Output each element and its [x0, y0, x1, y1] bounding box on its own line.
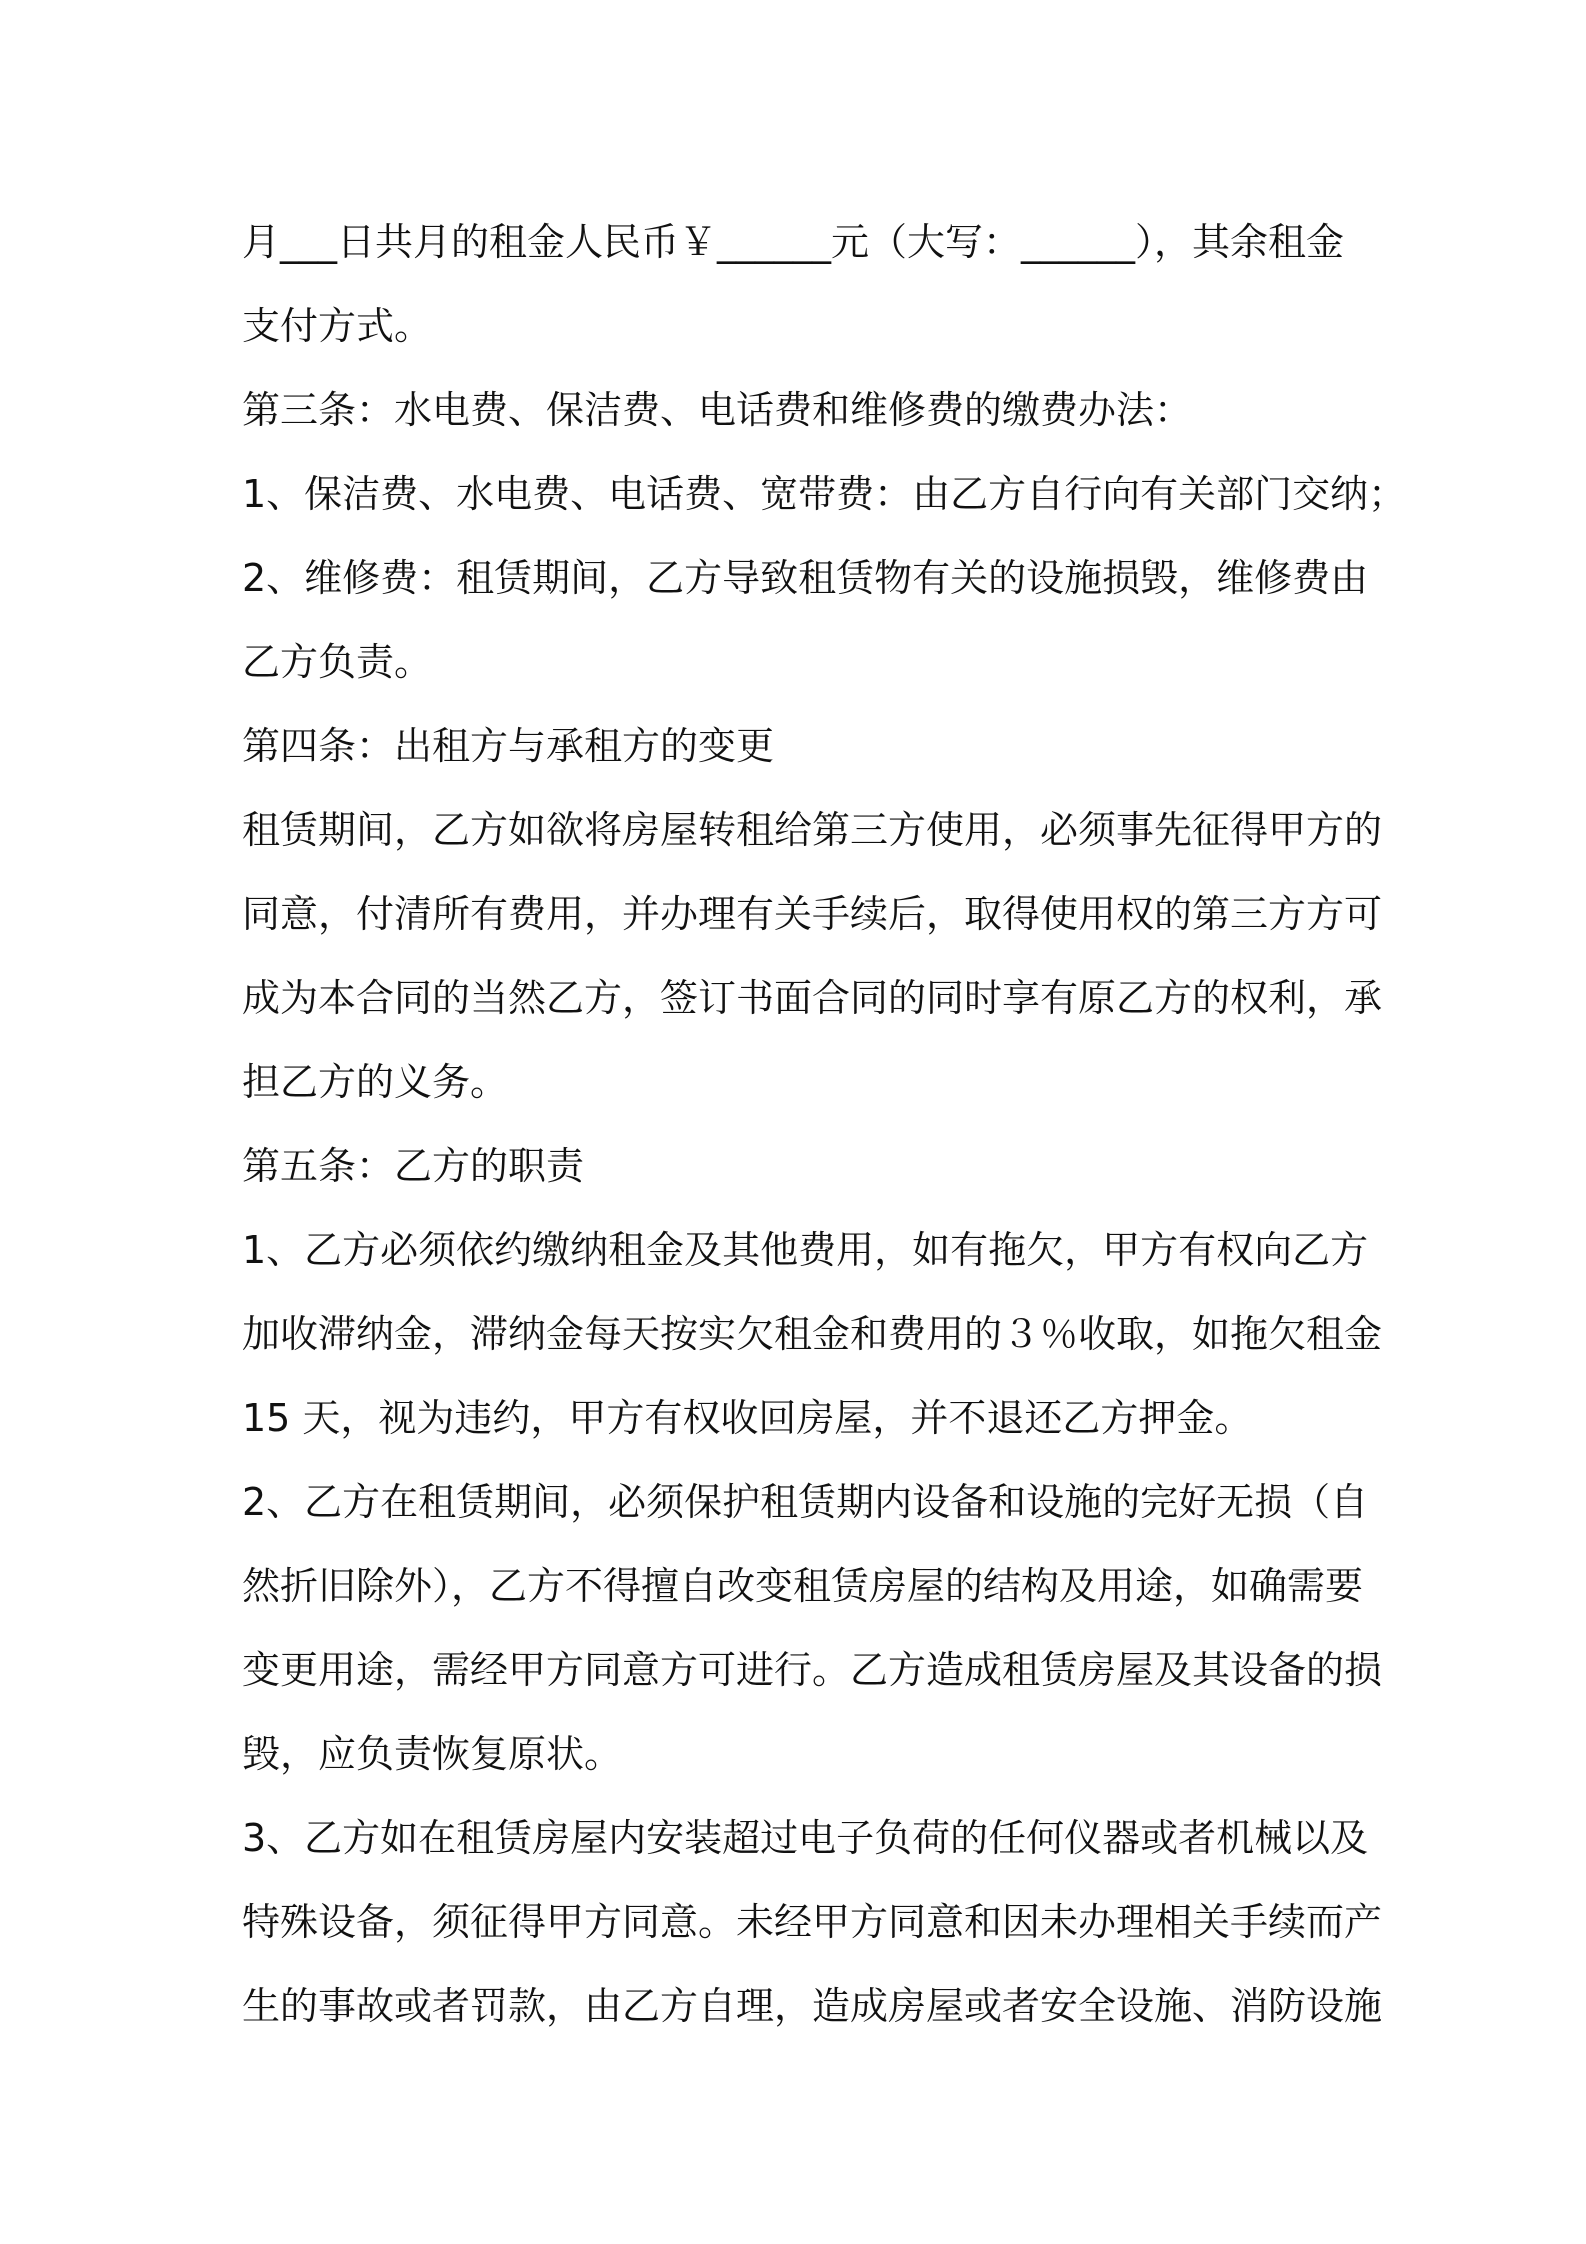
text-line: 3、乙方如在租赁房屋内安装超过电子负荷的任何仪器或者机械以及	[242, 1816, 1369, 1860]
text-line: 成为本合同的当然乙方，签订书面合同的同时享有原乙方的权利，承	[242, 976, 1383, 1020]
text-line: 支付方式。	[242, 304, 433, 348]
text-line: 担乙方的义务。	[242, 1060, 509, 1104]
text-line: 同意，付清所有费用，并办理有关手续后，取得使用权的第三方方可	[242, 892, 1383, 936]
text-line: 2、维修费：租赁期间，乙方导致租赁物有关的设施损毁，维修费由	[242, 556, 1369, 600]
article-heading: 第五条：乙方的职责	[242, 1144, 585, 1188]
text-line: 2、乙方在租赁期间，必须保护租赁期内设备和设施的完好无损（自	[242, 1480, 1369, 1524]
text-line: 15 天，视为违约，甲方有权收回房屋，并不退还乙方押金。	[242, 1396, 1253, 1440]
text-line: 加收滞纳金，滞纳金每天按实欠租金和费用的３％收取，如拖欠租金	[242, 1312, 1383, 1356]
contract-text	[242, 200, 1407, 2048]
text-line: 生的事故或者罚款，由乙方自理，造成房屋或者安全设施、消防设施	[242, 1984, 1383, 2028]
text-line: 1、保洁费、水电费、电话费、宽带费：由乙方自行向有关部门交纳；	[242, 472, 1407, 516]
text-line: 乙方负责。	[242, 640, 433, 684]
text-line: 1、乙方必须依约缴纳租金及其他费用，如有拖欠，甲方有权向乙方	[242, 1228, 1369, 1272]
text-line: 变更用途，需经甲方同意方可进行。乙方造成租赁房屋及其设备的损	[242, 1648, 1383, 1692]
article-heading: 第四条：出租方与承租方的变更	[242, 724, 775, 768]
article-heading: 第三条：水电费、保洁费、电话费和维修费的缴费办法：	[242, 388, 1193, 432]
text-line: 月___日共月的租金人民币￥______元（大写：______），其余租金	[242, 220, 1345, 264]
text-line: 然折旧除外），乙方不得擅自改变租赁房屋的结构及用途，如确需要	[242, 1564, 1364, 1608]
text-line: 租赁期间，乙方如欲将房屋转租给第三方使用，必须事先征得甲方的	[242, 808, 1383, 852]
text-line: 毁，应负责恢复原状。	[242, 1732, 623, 1776]
text-line: 特殊设备，须征得甲方同意。未经甲方同意和因未办理相关手续而产	[242, 1900, 1383, 1944]
